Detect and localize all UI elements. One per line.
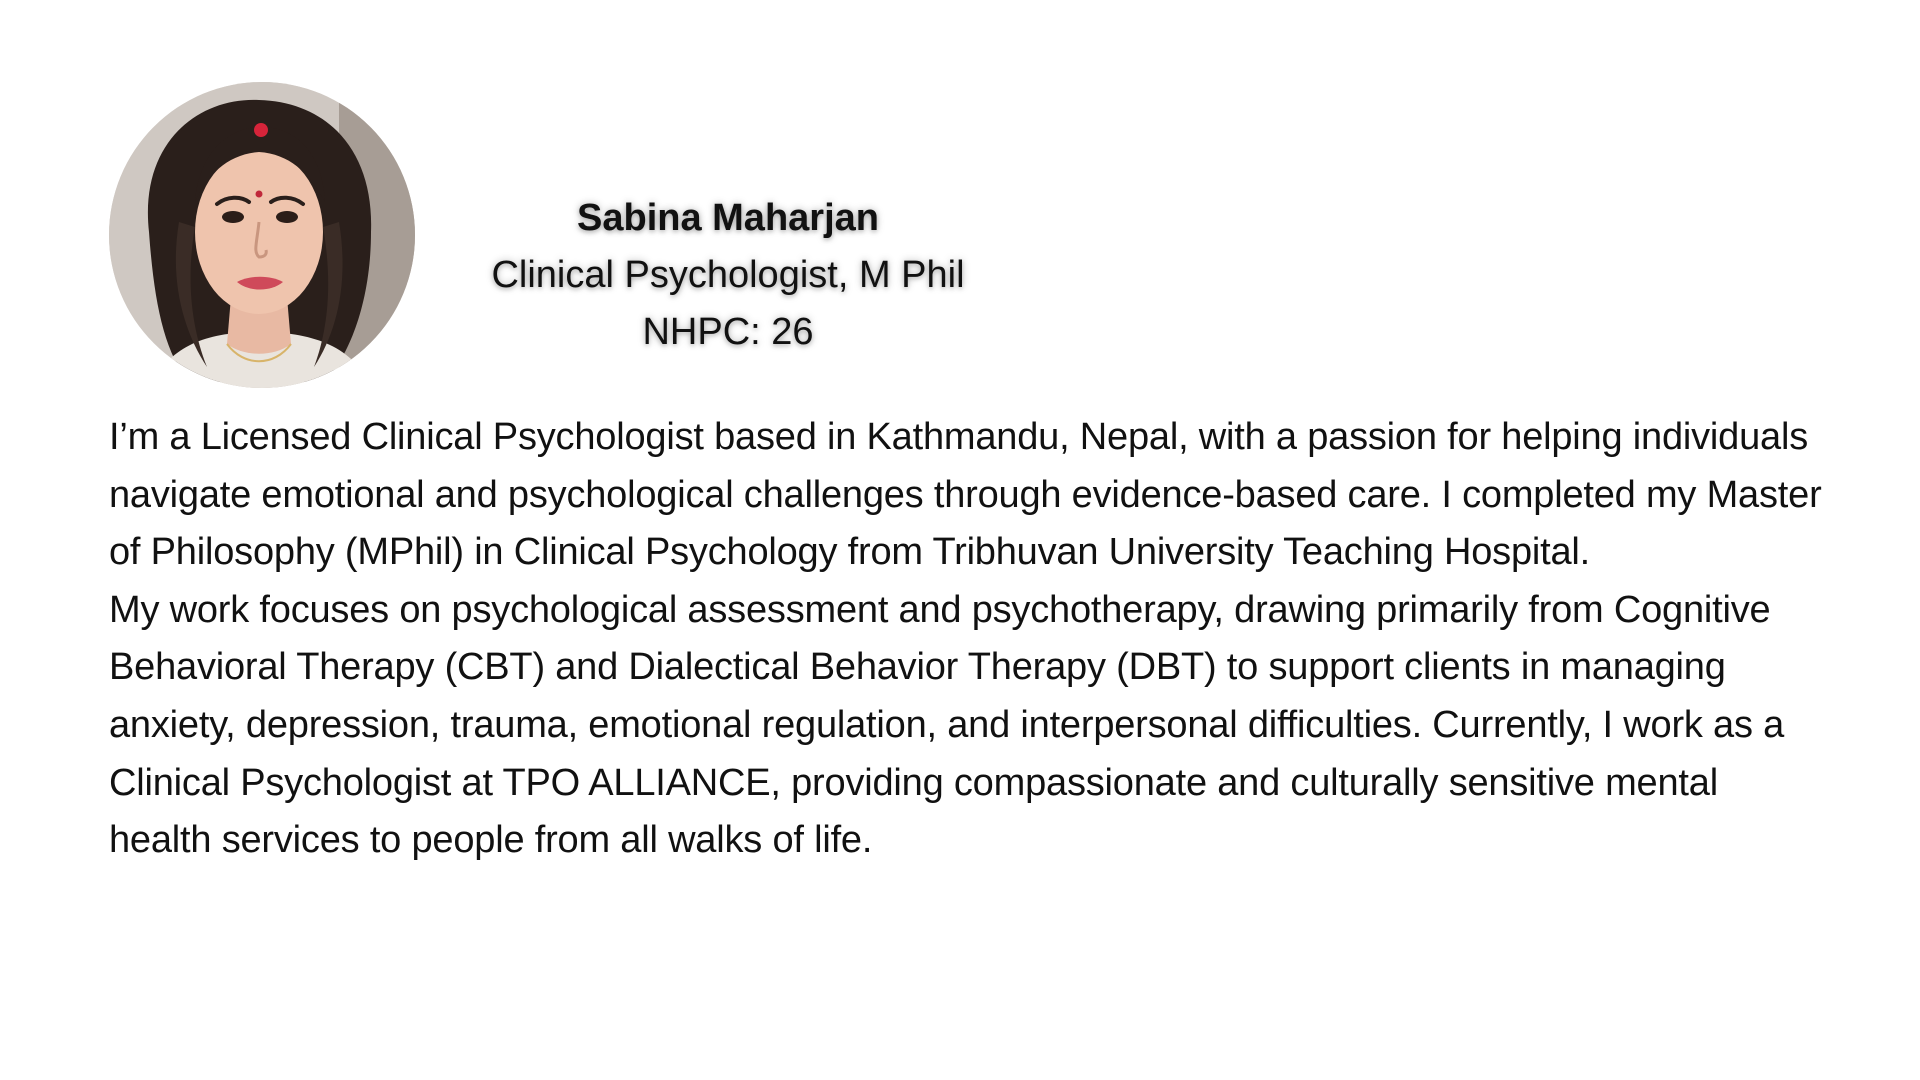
bio-section: [109, 409, 1829, 870]
profile-header: [440, 190, 1016, 361]
bio-paragraph-2: My work focuses on psychological assessment and psychotherapy, drawing primarily from Cognitive Behavioral Therapy (CBT) and Dialectical Behavior Therapy (DBT) to support clients in managing anxiety, depression, trauma, emotional regulation, and interpersonal difficulties. Currently, I work as a Clinical Psychologist at TPO ALLIANCE, providing compassionate and culturally sensitive mental health services to people from all walks of life.: [109, 588, 1785, 862]
bio-paragraph-1: I’m a Licensed Clinical Psychologist based in Kathmandu, Nepal, with a passion for helping individuals navigate emotional and psychological challenges through evidence-based care. I completed my Master of Philosophy (MPhil) in Clinical Psychology from Tribhuvan University Teaching Hospital.: [109, 416, 1822, 574]
profile-title: Clinical Psychologist, M Phil: [491, 254, 965, 296]
profile-photo: [109, 82, 415, 388]
portrait-illustration: [109, 82, 415, 388]
profile-name: Sabina Maharjan: [577, 197, 879, 239]
profile-registration: NHPC: 26: [642, 311, 814, 353]
